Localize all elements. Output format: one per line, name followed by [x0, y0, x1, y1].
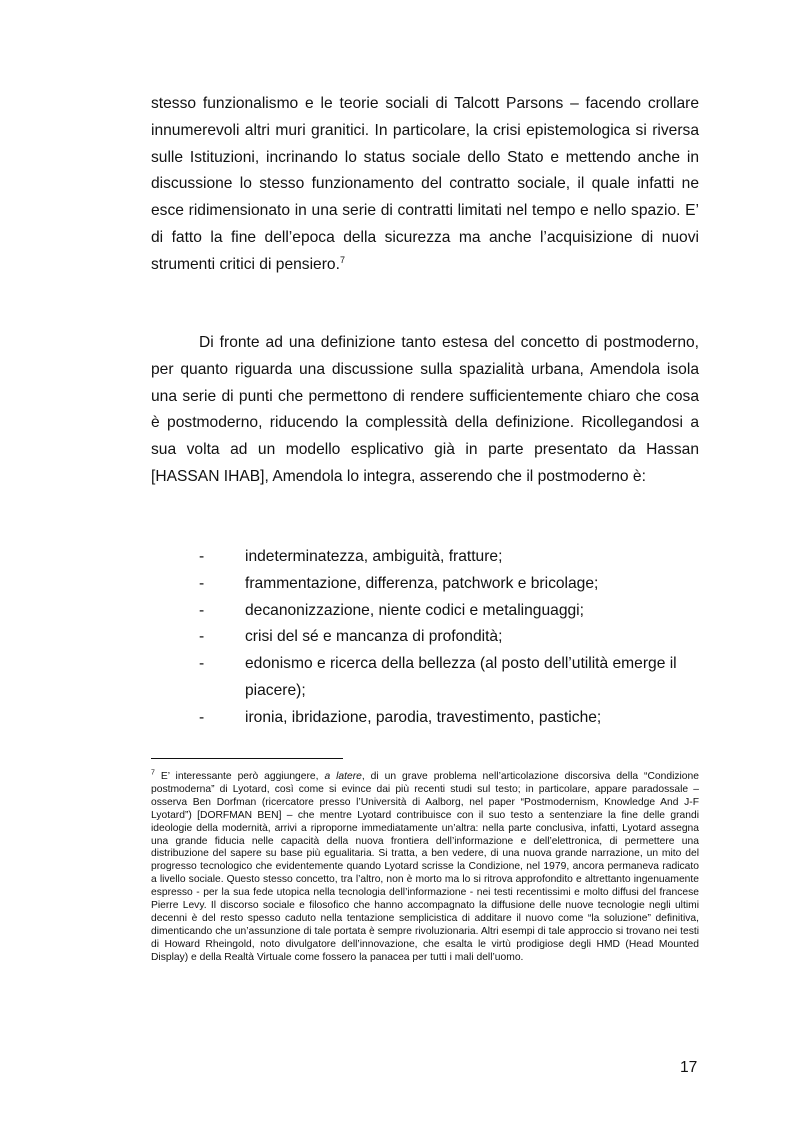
postmodern-characteristics-list — [151, 544, 699, 732]
list-item-text: crisi del sé e mancanza di profondità; — [245, 628, 503, 646]
list-dash: - — [199, 628, 205, 646]
list-item-text: decanonizzazione, niente codici e metalinguaggi; — [245, 601, 584, 619]
list-item — [151, 598, 699, 625]
footnote-7 — [151, 771, 699, 965]
list-dash: - — [199, 548, 205, 565]
list-item — [151, 624, 699, 651]
page-number: 17 — [680, 1059, 698, 1076]
footnote-emphasis: a latere — [324, 771, 362, 782]
body-paragraph-2 — [151, 330, 699, 491]
footnote-text-rest: , di un grave problema nell’articolazione discorsiva della “Condizione postmoderna” di Lyotard, così come si evince dai più recenti studi sul testo; in particolare, appare paradossale – osserva Ben Dorfman (ricercatore presso l’Università di Aalborg, nel paper “Postmodernism, Knowledge And J-F Lyotard”) [DORFMAN BEN] – che mentre Lyotard contribuisce con il suo testo a sentenziare la fine delle grandi ideologie della modernità, arrivi a riproporne immediatamente un’altra: nella parte conclusiva, infatti, Lyotard assegna una grande fiducia nelle capacità della nuova frontiera dell’informazione e dell’elettronica, di permettere una distribuzione del sapere su base più egualitaria. Si tratta, a ben vedere, di una nuova grande narrazione, un mito del progresso tecnologico che evidentemente quando Lyotard scrisse la Condizione, nel 1979, ancora permaneva radicato a livello sociale. Questo stesso concetto, tra l’altro, non è morto ma lo si ritrova approfondito e altrettanto ingenuamente espresso - per la sua fede utopica nella tecnologia dell’informazione - nei testi recentissimi e molto diffusi del francese Pierre Levy. Il discorso sociale e filosofico che hanno accompagnato la diffusione delle nuove tecnologie negli ultimi decenni è del resto spesso caduto nella tentazione semplicistica di additare il nuovo come “la soluzione” definitiva, dimenticando che un’assunzione di tale portata è sempre rivoluzionaria. Altri esempi di tale approccio si trovano nei testi di Howard Rheingold, noto divulgatore dell’innovazione, che esalta le virtù prodigiose degli HMD (Head Mounted Display) e della Realtà Virtuale come fossero la panacea per tutti i mali dell’uomo. — [151, 771, 699, 963]
footnote-text-start: E’ interessante però aggiungere, — [160, 771, 325, 782]
list-dash: - — [199, 655, 205, 673]
list-item-text: ironia, ibridazione, parodia, travestimento, pastiche; — [245, 708, 602, 726]
footnote-number: 7 — [151, 769, 155, 777]
list-item — [151, 705, 699, 732]
paragraph-1-text: stesso funzionalismo e le teorie sociali di Talcott Parsons – facendo crollare innumerevoli altri muri granitici. In particolare, la crisi epistemologica si riversa sulle Istituzioni, incrinando lo status sociale dello Stato e mettendo anche in discussione lo stesso funzionamento del contratto sociale, il quale infatti ne esce ridimensionato in una serie di contratti limitati nel tempo e nello spazio. E’ di fatto la fine dell’epoca della sicurezza ma anche l’acquisizione di nuovi strumenti critici di pensiero. — [151, 95, 699, 273]
footnote-reference[interactable]: 7 — [339, 254, 345, 265]
footnote-separator — [151, 758, 343, 759]
list-item — [151, 544, 699, 571]
list-dash: - — [199, 708, 205, 726]
list-dash: - — [199, 601, 205, 619]
body-paragraph-1 — [151, 91, 699, 279]
list-item — [151, 571, 699, 598]
list-item-text: frammentazione, differenza, patchwork e bricolage; — [245, 574, 599, 592]
paragraph-2-text: Di fronte ad una definizione tanto estesa del concetto di postmoderno, per quanto riguarda una discussione sulla spazialità urbana, Amendola isola una serie di punti che permettono di rendere sufficientemente chiaro che cosa è postmoderno, riducendo la complessità della definizione. Ricollegandosi a sua volta ad un modello esplicativo già in parte presentato da Hassan [HASSAN IHAB], Amendola lo integra, asserendo che il postmoderno è: — [151, 334, 699, 485]
list-item-text: indeterminatezza, ambiguità, fratture; — [245, 548, 503, 565]
list-item-text: edonismo e ricerca della bellezza (al posto dell’utilità emerge il piacere); — [245, 655, 677, 699]
list-dash: - — [199, 574, 205, 592]
list-item — [151, 651, 699, 705]
